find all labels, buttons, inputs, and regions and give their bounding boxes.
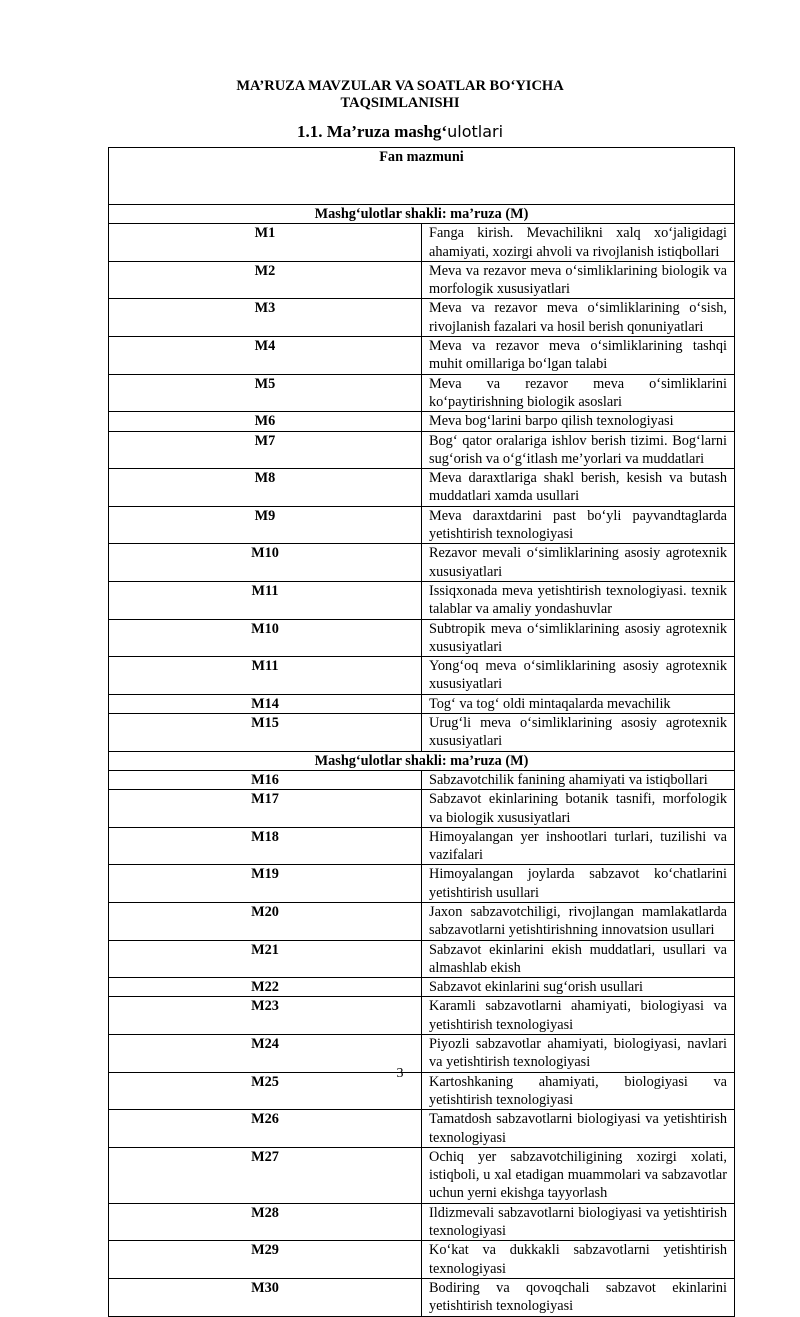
topic-title: Issiqxonada meva yetishtirish texnologiyasi. texnik talablar va amaliy yondashuvlar [422, 581, 735, 619]
topic-code: M26 [109, 1110, 422, 1148]
section-subtitle [0, 122, 800, 142]
table-body [109, 148, 735, 1317]
topic-title: Fanga kirish. Mevachilikni xalq xo‘jaligidagi ahamiyati, xozirgi ahvoli va rivojlanish istiqbollari [422, 224, 735, 262]
topic-title: Kartoshkaning ahamiyati, biologiyasi va yetishtirish texnologiyasi [422, 1072, 735, 1110]
topic-code: M15 [109, 714, 422, 752]
table-row [109, 790, 735, 828]
topic-code: M21 [109, 940, 422, 978]
topic-code: M2 [109, 261, 422, 299]
lecture-topics-table [108, 147, 735, 1317]
topic-code: M5 [109, 374, 422, 412]
topic-code: M3 [109, 299, 422, 337]
topic-title: Jaxon sabzavotchiligi, rivojlangan mamlakatlarda sabzavotlarni yetishtirishning innovatsion usullari [422, 902, 735, 940]
topic-code: M24 [109, 1035, 422, 1073]
topic-title: Meva va rezavor meva o‘simliklarini ko‘paytirishning biologik asoslari [422, 374, 735, 412]
topic-code: M25 [109, 1072, 422, 1110]
table-row [109, 1147, 735, 1203]
topic-title: Meva daraxtlariga shakl berish, kesish va butash muddatlari xamda usullari [422, 469, 735, 507]
table-header-row [109, 148, 735, 205]
topic-title: Sabzavot ekinlarining botanik tasnifi, morfologik va biologik xususiyatlari [422, 790, 735, 828]
table-row [109, 431, 735, 469]
table-row [109, 827, 735, 865]
topic-title: Tog‘ va tog‘ oldi mintaqalarda mevachilik [422, 694, 735, 713]
topic-code: M18 [109, 827, 422, 865]
table-row [109, 224, 735, 262]
topic-title: Ochiq yer sabzavotchiligining xozirgi xolati, istiqboli, u xal etadigan muammolari va sabzavotlar uchun yerni ekishga tayyorlash [422, 1147, 735, 1203]
topic-title: Sabzavot ekinlarini sug‘orish usullari [422, 978, 735, 997]
table-row [109, 506, 735, 544]
table-row [109, 469, 735, 507]
table-row [109, 865, 735, 903]
topic-title: Meva va rezavor meva o‘simliklarining tashqi muhit omillariga bo‘lgan talabi [422, 337, 735, 375]
section-heading: Mashg‘ulotlar shakli: ma’ruza (M) [109, 205, 735, 224]
document-title [0, 78, 800, 112]
topic-code: M10 [109, 544, 422, 582]
topic-code: M29 [109, 1241, 422, 1279]
topic-title: Meva daraxtdarini past bo‘yli payvandtaglarda yetishtirish texnologiyasi [422, 506, 735, 544]
table-row [109, 581, 735, 619]
section-heading: Mashg‘ulotlar shakli: ma’ruza (M) [109, 751, 735, 770]
topic-title: Himoyalangan yer inshootlari turlari, tuzilishi va vazifalari [422, 827, 735, 865]
table-row [109, 619, 735, 657]
table-row [109, 261, 735, 299]
table-row [109, 544, 735, 582]
subtitle-tail: ulotlari [447, 122, 504, 141]
table-row [109, 770, 735, 789]
topic-code: M14 [109, 694, 422, 713]
topic-code: M23 [109, 997, 422, 1035]
table-row [109, 299, 735, 337]
topic-title: Ildizmevali sabzavotlarni biologiyasi va yetishtirish texnologiyasi [422, 1203, 735, 1241]
table-row [109, 1110, 735, 1148]
topic-title: Sabzavotchilik fanining ahamiyati va istiqbollari [422, 770, 735, 789]
topic-code: M11 [109, 657, 422, 695]
table-row [109, 714, 735, 752]
topic-title: Karamli sabzavotlarni ahamiyati, biologiyasi va yetishtirish texnologiyasi [422, 997, 735, 1035]
topic-code: M9 [109, 506, 422, 544]
table-row [109, 1278, 735, 1316]
table-row [109, 1241, 735, 1279]
topic-code: M27 [109, 1147, 422, 1203]
topic-code: M17 [109, 790, 422, 828]
title-line-1: MA’RUZA MAVZULAR VA SOATLAR BO‘YICHA [236, 78, 564, 94]
page-number: 3 [396, 1066, 404, 1081]
topic-title: Rezavor mevali o‘simliklarining asosiy agrotexnik xususiyatlari [422, 544, 735, 582]
topic-code: M16 [109, 770, 422, 789]
table-row [109, 940, 735, 978]
topic-title: Ko‘kat va dukkakli sabzavotlarni yetishtirish texnologiyasi [422, 1241, 735, 1279]
topic-title: Bog‘ qator oralariga ishlov berish tizimi. Bog‘larni sug‘orish va o‘g‘itlash me’yorlari va muddatlari [422, 431, 735, 469]
table-row [109, 337, 735, 375]
table-row [109, 694, 735, 713]
topic-title: Himoyalangan joylarda sabzavot ko‘chatlarini yetishtirish usullari [422, 865, 735, 903]
topic-code: M8 [109, 469, 422, 507]
topic-code: M10 [109, 619, 422, 657]
topic-code: M28 [109, 1203, 422, 1241]
subtitle-bold: 1.1. Ma’ruza mashg‘ [296, 122, 448, 141]
topic-code: M22 [109, 978, 422, 997]
topic-title: Meva bog‘larini barpo qilish texnologiyasi [422, 412, 735, 431]
topic-title: Sabzavot ekinlarini ekish muddatlari, usullari va almashlab ekish [422, 940, 735, 978]
topic-code: M7 [109, 431, 422, 469]
title-line-2: TAQSIMLANISHI [340, 95, 460, 111]
section-heading-row [109, 751, 735, 770]
topic-code: M6 [109, 412, 422, 431]
topic-title: Meva va rezavor meva o‘simliklarining biologik va morfologik xususiyatlari [422, 261, 735, 299]
topic-title: Bodiring va qovoqchali sabzavot ekinlarini yetishtirish texnologiyasi [422, 1278, 735, 1316]
section-heading-row [109, 205, 735, 224]
table-row [109, 412, 735, 431]
topic-title: Piyozli sabzavotlar ahamiyati, biologiyasi, navlari va yetishtirish texnologiyasi [422, 1035, 735, 1073]
topic-code: M30 [109, 1278, 422, 1316]
topic-title: Yong‘oq meva o‘simliklarining asosiy agrotexnik xususiyatlari [422, 657, 735, 695]
table-row [109, 902, 735, 940]
topic-code: M19 [109, 865, 422, 903]
topic-code: M11 [109, 581, 422, 619]
topic-title: Tamatdosh sabzavotlarni biologiyasi va yetishtirish texnologiyasi [422, 1110, 735, 1148]
table-row [109, 997, 735, 1035]
topic-code: M20 [109, 902, 422, 940]
table-header: Fan mazmuni [109, 148, 735, 205]
table-row [109, 657, 735, 695]
table-row [109, 1203, 735, 1241]
topic-title: Meva va rezavor meva o‘simliklarining o‘sish, rivojlanish fazalari va hosil berish qonuniyatlari [422, 299, 735, 337]
topic-code: M1 [109, 224, 422, 262]
table-row [109, 978, 735, 997]
topic-title: Urug‘li meva o‘simliklarining asosiy agrotexnik xususiyatlari [422, 714, 735, 752]
table-row [109, 374, 735, 412]
topic-code: M4 [109, 337, 422, 375]
topic-title: Subtropik meva o‘simliklarining asosiy agrotexnik xususiyatlari [422, 619, 735, 657]
